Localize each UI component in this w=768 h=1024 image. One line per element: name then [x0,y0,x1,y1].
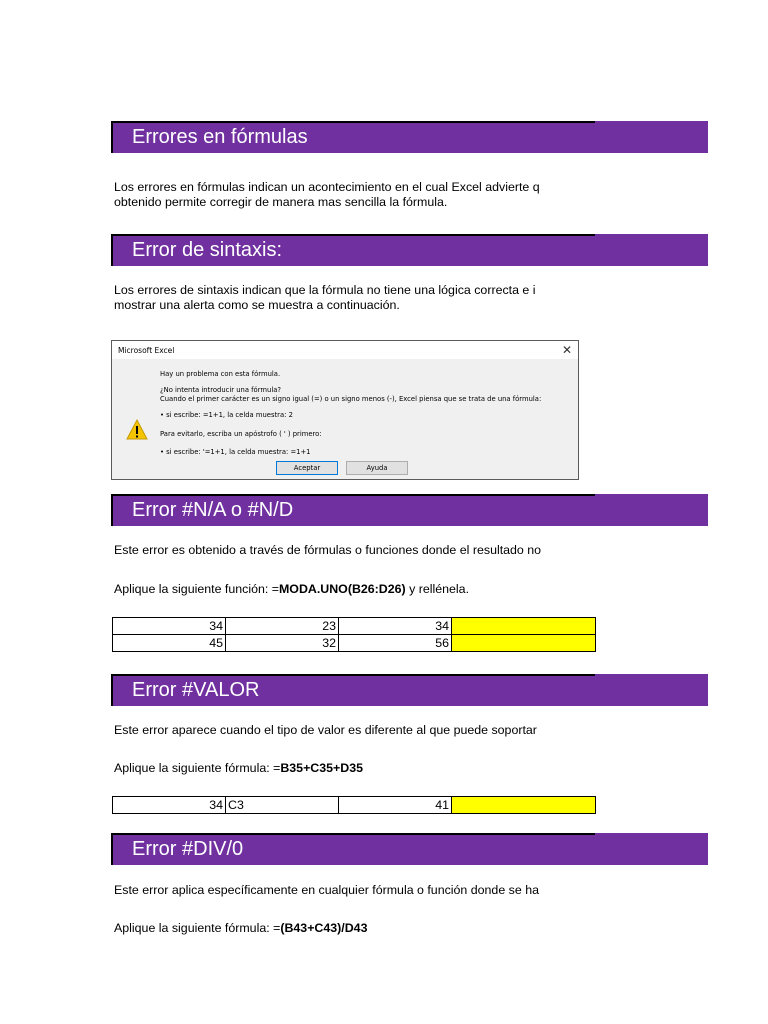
result-cell[interactable] [452,797,596,814]
instruction-formula: (B43+C43)/D43 [280,921,368,935]
table-row [113,618,596,635]
cell[interactable]: 56 [339,635,452,652]
dialog-text: Hay un problema con esta fórmula. [160,370,281,378]
result-cell[interactable] [452,618,596,635]
cell[interactable]: 34 [113,797,226,814]
instruction-prefix: Aplique la siguiente función: = [114,582,279,596]
paragraph-line: mostrar una alerta como se muestra a continuación. [114,298,400,312]
cell[interactable]: C3 [226,797,339,814]
dialog-text: Cuando el primer carácter es un signo igual (=) o un signo menos (-), Excel piensa que se trata de una fórmula: [160,395,542,403]
cell[interactable]: 45 [113,635,226,652]
heading-text: Error #N/A o #N/D [132,499,294,521]
dialog-text: Para evitarlo, escriba un apóstrofo ( ' ) primero: [160,430,322,438]
paragraph-line: Este error aparece cuando el tipo de valor es diferente al que puede soportar [114,723,537,737]
instruction-formula: MODA.UNO(B26:D26) [278,582,406,596]
excel-error-dialog [111,340,579,480]
heading-text: Error #DIV/0 [132,838,244,860]
cell[interactable]: 34 [339,618,452,635]
instruction-prefix: Aplique la siguiente fórmula: = [114,921,281,935]
paragraph-line: Este error aplica específicamente en cualquier fórmula o función donde se ha [114,883,539,897]
section-header-valor [111,674,708,706]
cell[interactable]: 32 [226,635,339,652]
heading-text: Error de sintaxis: [132,239,283,261]
warning-icon [126,419,148,441]
section-header-errores [111,121,708,153]
paragraph-line: Los errores en fórmulas indican un acontecimiento en el cual Excel advierte q [114,180,540,194]
data-table-na [112,617,596,652]
instruction-line [114,921,595,936]
dialog-text: ¿No intenta introducir una fórmula? [160,386,281,394]
section-header-na [111,494,708,526]
paragraph-line: Este error es obtenido a través de fórmulas o funciones donde el resultado no [114,543,542,557]
cell[interactable]: 23 [226,618,339,635]
heading-text: Errores en fórmulas [132,126,308,148]
instruction-line [114,761,595,776]
dialog-text: • si escribe: '=1+1, la celda muestra: =1+1 [160,448,311,456]
dialog-body [112,359,578,479]
cell[interactable]: 34 [113,618,226,635]
instruction-prefix: Aplique la siguiente fórmula: = [114,761,281,775]
close-icon[interactable]: ✕ [561,343,572,357]
cell[interactable]: 41 [339,797,452,814]
dialog-text: • si escribe: =1+1, la celda muestra: 2 [160,411,293,419]
paragraph-line: Los errores de sintaxis indican que la fórmula no tiene una lógica correcta e i [114,283,536,297]
table-row [113,797,596,814]
instruction-suffix: y rellénela. [405,582,470,596]
section-header-div0 [111,833,708,865]
section-header-sintaxis [111,234,708,266]
accept-button[interactable]: Aceptar [276,461,338,475]
dialog-title: Microsoft Excel [118,346,175,355]
table-row [113,635,596,652]
heading-text: Error #VALOR [132,679,260,701]
data-table-valor [112,796,596,814]
instruction-line [114,582,595,597]
instruction-formula: B35+C35+D35 [280,761,364,775]
result-cell[interactable] [452,635,596,652]
paragraph-line: obtenido permite corregir de manera mas sencilla la fórmula. [114,195,448,209]
help-button[interactable]: Ayuda [346,461,408,475]
